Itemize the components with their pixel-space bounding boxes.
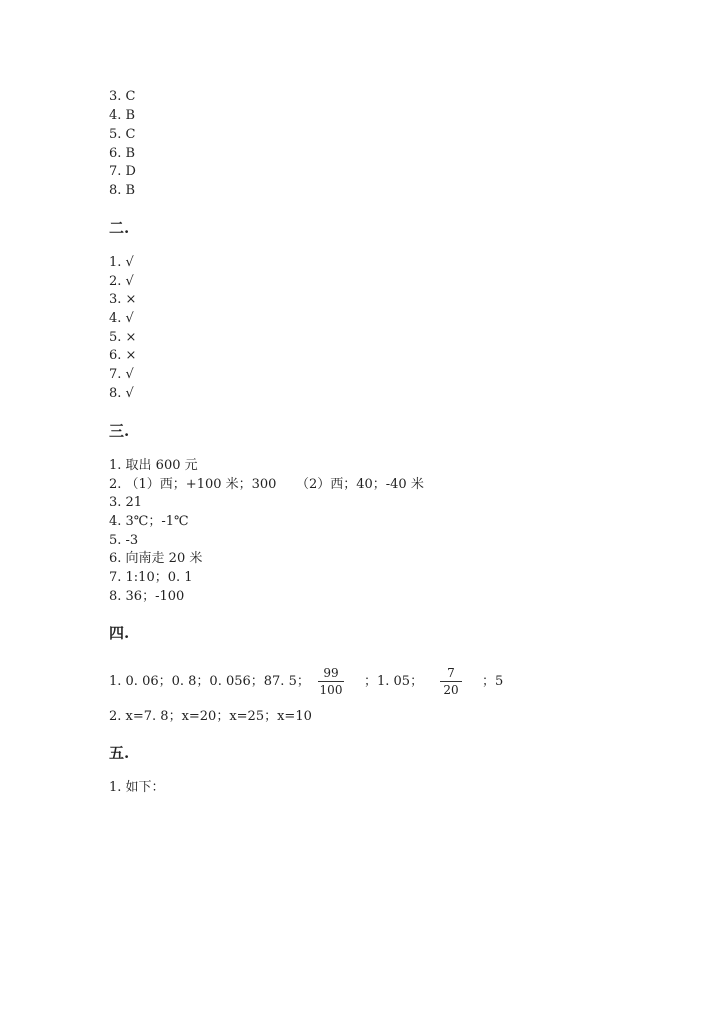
answer-line: 3. 21 [109,495,143,510]
answer-line: 1. 如下： [109,780,165,795]
answer-line: 5. × [109,330,137,345]
answer-line-middle: ；1. 05； [364,674,424,689]
fraction-bar [440,681,462,682]
answer-line: 7. D [109,164,136,179]
fraction [440,666,462,697]
fraction-numerator: 7 [447,666,455,680]
answer-line: 2. √ [109,274,134,289]
answer-line: 3. C [109,89,136,104]
fraction-bar [318,681,344,682]
section-heading: 四. [109,624,130,642]
answer-line: 8. B [109,183,136,198]
answer-line: 4. B [109,108,136,123]
fraction-denominator: 100 [319,683,343,697]
section-heading: 二. [109,219,130,237]
answer-line: 5. -3 [109,533,139,548]
fraction-denominator: 20 [443,683,459,697]
answer-line: 4. √ [109,311,134,326]
answer-line-prefix: 1. 0. 06；0. 8；0. 056；87. 5； [109,674,310,689]
answer-line: 7. √ [109,367,134,382]
answer-line: 6. 向南走 20 米 [109,551,203,566]
answer-line: 1. 取出 600 元 [109,458,198,473]
answer-line: 6. B [109,146,136,161]
answer-line: 2. x=7. 8；x=20；x=25；x=10 [109,709,312,724]
answer-line: 8. √ [109,386,134,401]
answer-line: 4. 3℃；-1℃ [109,514,189,529]
fraction [318,666,344,697]
answer-line: 6. × [109,348,137,363]
answer-line: 3. × [109,292,137,307]
answer-line: 1. √ [109,255,134,270]
answer-line-suffix: ；5 [482,674,504,689]
answer-line: 2. （1）西；+100 米；300 （2）西；40；-40 米 [109,477,424,492]
answer-line: 8. 36；-100 [109,589,185,604]
fraction-numerator: 99 [323,666,339,680]
section-heading: 五. [109,744,130,762]
section-heading: 三. [109,422,130,440]
answer-line: 5. C [109,127,136,142]
answer-line: 7. 1:10；0. 1 [109,570,193,585]
